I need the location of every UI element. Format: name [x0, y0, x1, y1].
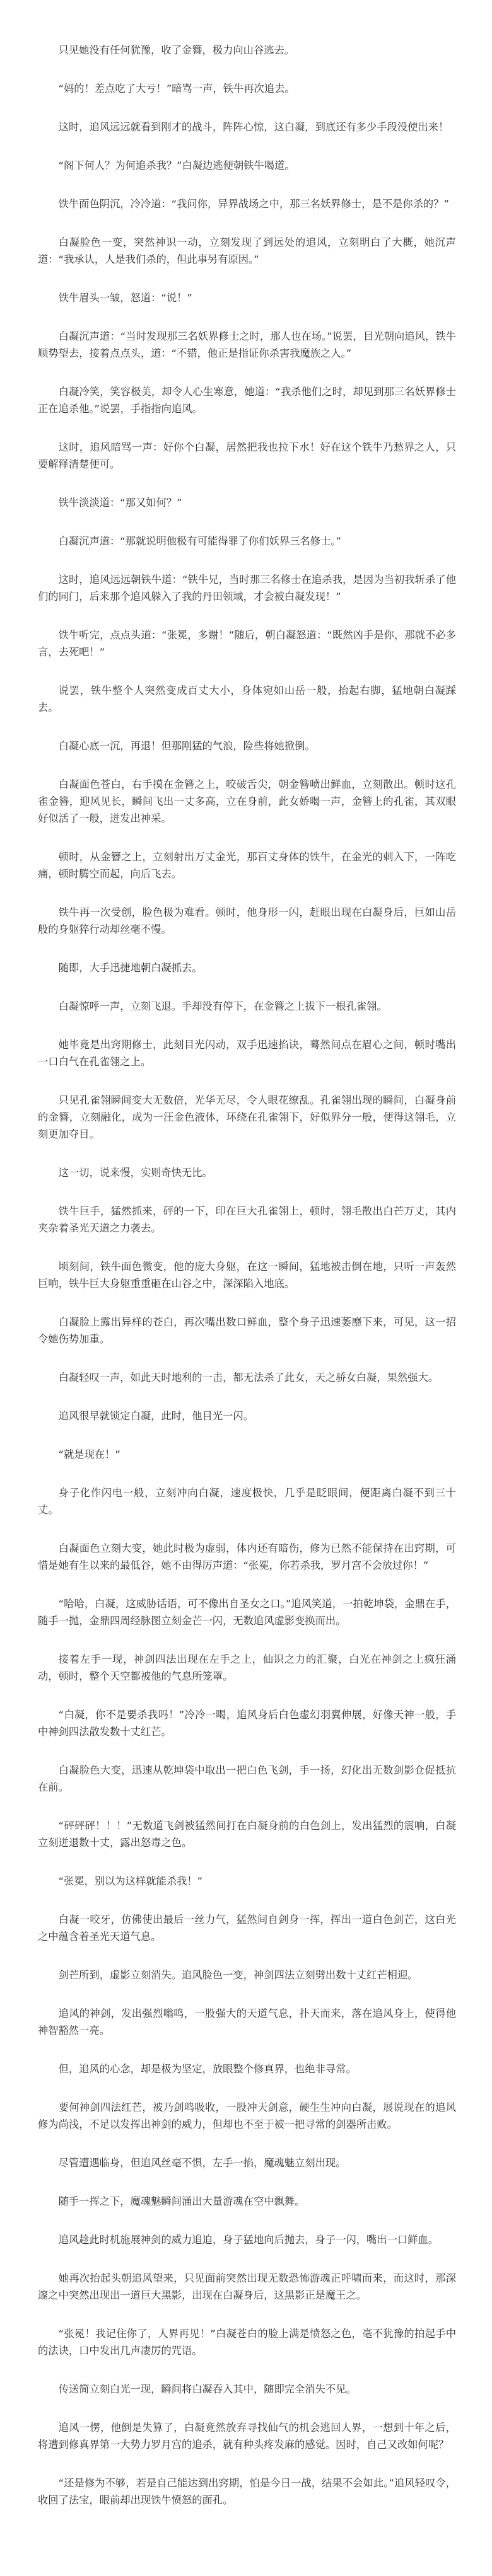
- paragraph: 这一切，说来慢，实则奇快无比。: [58, 1167, 213, 1179]
- paragraph: 追风趁此时机施展神剑的威力追迫，身子猛地向后抛去，身子一闪，嘴出一口鲜血。: [58, 2234, 439, 2246]
- paragraph: 顿时，从金簪之上，立刻射出万丈金光，那百丈身体的铁牛，在金光的刺入下，一阵吃痛，顿时腾空而起，向后飞去。: [38, 851, 456, 880]
- paragraph: 白凝轻叹一声，如此天时地利的一击，都无法杀了此女，天之骄女白凝，果然强大。: [58, 1372, 439, 1383]
- paragraph: 铁牛听完，点点头道：“张冕，多谢！”随后，朝白凝怒道：“既然凶手是你，那就不必多言，去死吧！”: [38, 629, 456, 658]
- paragraph: “还是修为不够，若是自己能达到出窍期，怕是今日一战，结果不会如此。”追风轻叹令，收回了法宝，眼前却出现铁牛愤怒的面孔。: [38, 2477, 456, 2506]
- paragraph: 但，追风的心念，却是极为坚定，放眼整个修真界，也绝非寻常。: [58, 2063, 356, 2075]
- paragraph: 铁牛再一次受创，脸色极为难看。顿时，他身形一闪，赶眼出现在白凝身后，巨如山岳般的身躯猝行动却丝毫不慢。: [38, 906, 456, 935]
- paragraph: 传送简立刻白光一现，瞬间将白凝吞入其中，随即完全消失不见。: [58, 2383, 356, 2395]
- paragraph: 尽管遭遇临身，但追风丝毫不惧，左手一掐，魔魂魅立刻出现。: [58, 2157, 346, 2169]
- paragraph: 要何神剑四法红芒，被乃剑鸣吸收，一股冲天剑意，硬生生冲向白凝，展说现在的追风修为尚浅，不足以发挥出神剑的威力，但却也不至于被一把寻常的剑器所击败。: [38, 2101, 456, 2130]
- paragraph: 只见孔雀翎瞬间变大无数倍，光华无尽，令人眼花缭乱。孔雀翎出现的瞬间，白凝身前的金簪，立刻融化，成为一汪金色液体，环绕在孔雀翎下，好似界分一般，便得这翎毛，立刻更加夺目。: [38, 1094, 456, 1140]
- paragraph: 白凝惊呼一声，立刻飞退。手却没有停下，在金簪之上拔下一根孔雀翎。: [58, 1000, 387, 1012]
- paragraph: 顷刻间，铁牛面色微变，他的庞大身躯，在这一瞬间，猛地被击倒在地，只听一声轰然巨响，铁牛巨大身躯重重砸在山谷之中，深深陷入地底。: [38, 1261, 456, 1290]
- paragraph: 追风很早就锁定白凝，此时，他目光一闪。: [58, 1410, 254, 1422]
- paragraph: 白凝面色苍白，右手摸在金簪之上，咬破舌尖，朝金簪喷出鲜血，立刻散出。顿时这孔雀金簪，迎风见长，瞬间飞出一丈多高，立在身前，此女娇喝一声，金簪上的孔雀，其双眼好似活了一般，迸发出神采。: [38, 778, 456, 824]
- paragraph: 剑芒所到，虚影立刻消失。追风脸色一变，神剑四法立刻劈出数十丈红芒相迎。: [58, 1969, 418, 1981]
- paragraph: 白凝心底一沉，再退！但那刚猛的气浪，险些将她掀倒。: [58, 740, 315, 752]
- paragraph: “就是现在！”: [58, 1448, 120, 1460]
- paragraph: 这时，追风暗骂一声：好你个白凝，居然把我也拉下水！好在这个铁牛乃愁界之人，只要解释清楚便可。: [38, 441, 456, 470]
- paragraph: 白凝脸色一变，突然神识一动，立刻发现了到远处的追风，立刻明白了大概，她沉声道：“我承认，人是我们杀的，但此事另有原因。”: [38, 236, 456, 265]
- paragraph: 铁牛面色阴沉，冷冷道：“我问你，异界战场之中，那三名妖界修士，是不是你杀的？”: [58, 198, 449, 210]
- paragraph: “白凝，你不是要杀我吗！”冷冷一喝，追风身后白色虚幻羽翼伸展，好像天神一般，手中神剑四法散发数十丈红芒。: [38, 1709, 456, 1738]
- paragraph: 白凝一咬牙，仿佛使出最后一丝力气，猛然间自剑身一挥，挥出一道白色剑芒，这白光之中蕴含着圣光天道气息。: [38, 1914, 456, 1943]
- paragraph: “张冕！我记住你了，人界再见！”白凝苍白的脸上满是愤怒之色，毫不犹豫的拍起手中的法诀，口中发出几声凄厉的咒语。: [38, 2328, 456, 2357]
- paragraph: 白凝脸上露出异样的苍白，再次嘴出数口鲜血，整个身子迅速萎靡下来，可见，这一招令她伤势加重。: [38, 1316, 456, 1345]
- paragraph: 白凝冷笑，笑容极美，却令人心生寒意，她道：“我杀他们之时，却见到那三名妖界修士正在追杀他。”说罢，手指指向追风。: [38, 386, 456, 415]
- paragraph: “阁下何人？为何追杀我？”白凝边逃便朝铁牛喝道。: [58, 159, 295, 171]
- paragraph: 追风的神剑，发出强烈嗡鸣，一股强大的天道气息，扑天而来，落在追风身上，使得他神智豁然一亮。: [38, 2007, 456, 2036]
- paragraph: 铁牛眉头一皱，怒道：“说！”: [58, 292, 192, 304]
- paragraph: 白凝面色立刻大变，她此时极为虚弱，体内还有暗伤，修为已然不能保持在出窍期，可惜是她有生以来的最低谷，她不由得厉声道：“张冕，你若杀我，罗月宫不会放过你！”: [38, 1542, 456, 1571]
- paragraph: 随手一挥之下，魔魂魅瞬间涌出大量游魂在空中飘舞。: [58, 2195, 305, 2207]
- paragraph: 白凝沉声道：“那就说明他极有可能得罪了你们妖界三名修士。”: [58, 535, 341, 547]
- paragraph: 追风一愣，他倒是失算了，白凝竟然放弃寻找仙气的机会逃回人界，一想到十年之后，将遭到修真界第一大势力罗月宫的追杀，就有种头疼发麻的感觉。因时，自己又改如何呢？: [38, 2422, 456, 2451]
- paragraph: 接着左手一现，神剑四法出现在左手之上，仙识之力的汇聚，白光在神剑之上疯狂涌动，顿时，整个天空都被他的气息所笼罩。: [38, 1653, 456, 1682]
- paragraph: “张冕，别以为这样就能杀我！”: [58, 1875, 203, 1887]
- paragraph: 白凝沉声道：“当时发现那三名妖界修士之时，那人也在场。”说罢，目光朝向追风，铁牛顺势望去，接着点点头，道：“不错，他正是指证你杀害我魔族之人。”: [38, 330, 456, 359]
- paragraph: 白凝脸色大变，迅速从乾坤袋中取出一把白色飞剑，手一扬，幻化出无数剑影仓促抵抗在前。: [38, 1764, 456, 1793]
- paragraph: 这时，追风远远就看到刚才的战斗，阵阵心惊，这白凝，到底还有多少手段没使出来！: [58, 121, 449, 133]
- paragraph: 铁牛淡淡道：“那又如何？”: [58, 497, 182, 509]
- paragraph: 说罢，铁牛整个人突然变成百丈大小，身体宛如山岳一般，抬起右脚，猛地朝白凝踩去。: [38, 684, 456, 713]
- paragraph: 她毕竟是出窍期修士，此刻目光闪动，双手迅速掐诀，蓦然间点在眉心之间，顿时嘴出一口白气在孔雀翎之上。: [38, 1039, 456, 1068]
- paragraph: 只见她没有任何犹豫，收了金簪，极力向山谷逃去。: [58, 44, 295, 56]
- paragraph: “妈的！差点吃了大亏！”暗骂一声，铁牛再次追去。: [58, 83, 295, 95]
- paragraph: “哈哈，白凝，这威胁话语，可不像出自圣女之口。”追风笑道，一拍乾坤袋，金鼎在手，随手一抛，金鼎四周经脉图立刻金芒一闪，无数追风虚影变换而出。: [38, 1598, 456, 1627]
- paragraph: 这时，追风远远朝铁牛道：“铁牛兄，当时那三名修士在追杀我，是因为当初我斩杀了他们的同门，后来那个追风躲入了我的丹田领域，才会被白凝发现！”: [38, 574, 456, 603]
- paragraph: 她再次抬起头朝追风望来，只见面前突然出现无数恐怖游魂正呼啸而来，而这时，那深邃之中突然出现出一道巨大黑影，出现在白凝身后，这黑影正是魔王之。: [38, 2272, 456, 2301]
- paragraph: “砰砰砰！！！”无数道飞剑被猛然间打在白凝身前的白色剑上，发出猛烈的震响，白凝立刻迸退数十丈，露出怒毒之色。: [38, 1820, 456, 1849]
- paragraph: 身子化作闪电一般，立刻冲向白凝，速度极快，几乎是眨眼间，便距离白凝不到三十丈。: [38, 1487, 456, 1516]
- paragraph: 随即，大手迅捷地朝白凝抓去。: [58, 962, 202, 974]
- paragraph: 铁牛巨手，猛然抓来，砰的一下，印在巨大孔雀翎上，顿时，翎毛散出白芒万丈，其内夹杂着圣光天道之力袭去。: [38, 1205, 456, 1234]
